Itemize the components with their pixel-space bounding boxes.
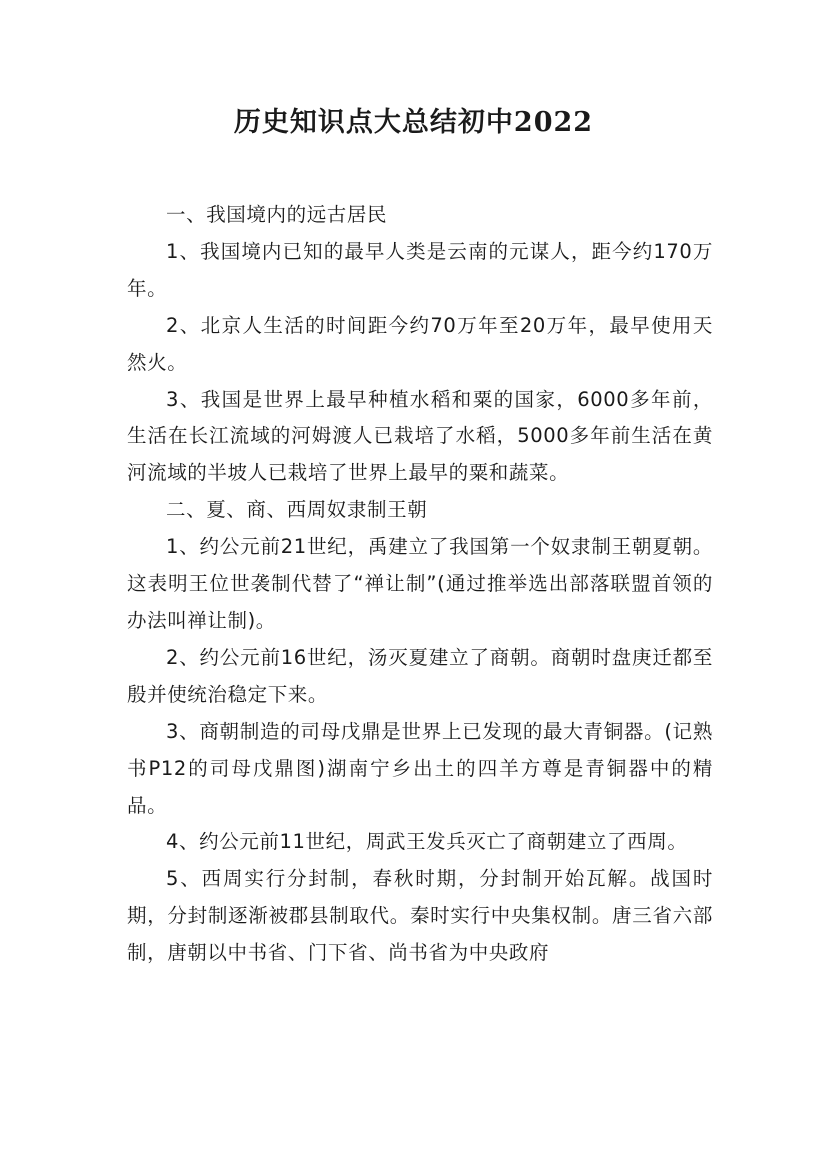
body-paragraph: 2、北京人生活的时间距今约70万年至20万年，最早使用天然火。 <box>127 313 713 374</box>
body-paragraph: 5、西周实行分封制，春秋时期，分封制开始瓦解。战国时期，分封制逐渐被郡县制取代。秦时实行中央集权制。唐三省六部制，唐朝以中书省、门下省、尚书省为中央政府 <box>127 867 713 965</box>
body-paragraph: 3、我国是世界上最早种植水稻和粟的国家，6000多年前，生活在长江流域的河姆渡人已栽培了水稻，5000多年前生活在黄河流域的半坡人已栽培了世界上最早的粟和蔬菜。 <box>127 387 713 485</box>
document-body <box>127 197 713 972</box>
section-heading: 一、我国境内的远古居民 <box>166 203 388 226</box>
body-paragraph: 1、我国境内已知的最早人类是云南的元谋人，距今约170万年。 <box>127 239 713 300</box>
body-paragraph: 1、约公元前21世纪，禹建立了我国第一个奴隶制王朝夏朝。这表明王位世袭制代替了“禅让制”(通过推举选出部落联盟首领的办法叫禅让制)。 <box>127 535 713 632</box>
body-paragraph: 4、约公元前11世纪，周武王发兵灭亡了商朝建立了西周。 <box>166 830 688 854</box>
body-paragraph: 3、商朝制造的司母戊鼎是世界上已发现的最大青铜器。(记熟书P12的司母戊鼎图)湖南宁乡出土的四羊方尊是青铜器中的精品。 <box>127 719 713 817</box>
body-paragraph: 2、约公元前16世纪，汤灭夏建立了商朝。商朝时盘庚迁都至殷并使统治稳定下来。 <box>127 645 713 706</box>
document-title: 历史知识点大总结初中2022 <box>233 107 594 138</box>
section-heading: 二、夏、商、西周奴隶制王朝 <box>166 498 428 522</box>
